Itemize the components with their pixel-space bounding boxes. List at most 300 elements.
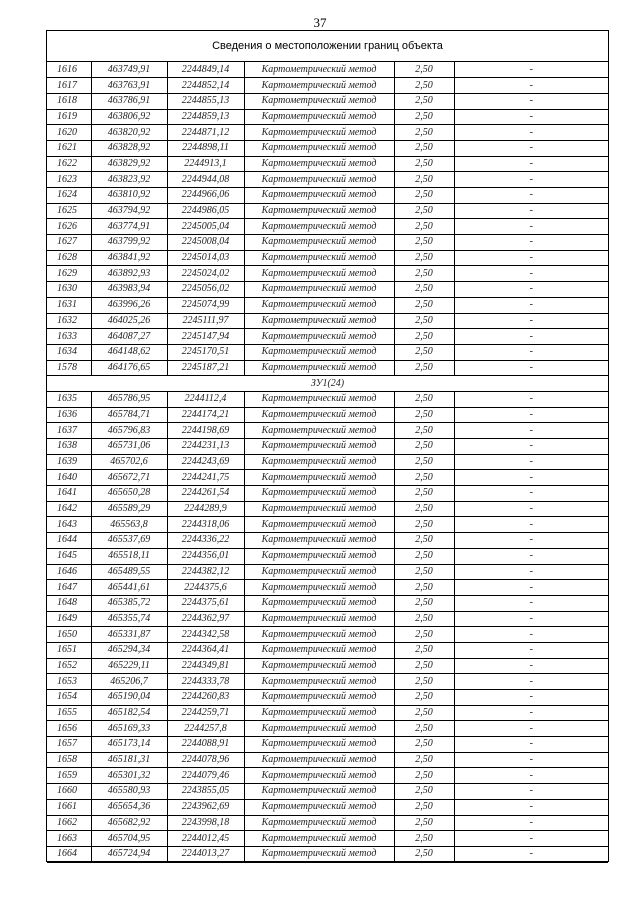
method-cell: Картометрический метод (244, 93, 394, 109)
description-cell: - (454, 313, 608, 329)
description-cell: - (454, 658, 608, 674)
x-coordinate-cell: 463786,91 (91, 93, 167, 109)
table-row (47, 235, 608, 251)
method-cell: Картометрический метод (244, 705, 394, 721)
table-row (47, 674, 608, 690)
method-cell: Картометрический метод (244, 391, 394, 407)
table-row (47, 611, 608, 627)
point-number-cell: 1643 (47, 517, 91, 533)
x-coordinate-cell: 463841,92 (91, 250, 167, 266)
point-number-cell: 1663 (47, 831, 91, 847)
table-row (47, 156, 608, 172)
x-coordinate-cell: 463983,94 (91, 282, 167, 298)
method-cell: Картометрический метод (244, 564, 394, 580)
accuracy-cell: 2,50 (394, 548, 454, 564)
point-number-cell: 1637 (47, 423, 91, 439)
method-cell: Картометрический метод (244, 470, 394, 486)
point-number-cell: 1617 (47, 78, 91, 94)
table-row (47, 93, 608, 109)
x-coordinate-cell: 463820,92 (91, 125, 167, 141)
y-coordinate-cell: 2245024,02 (167, 266, 244, 282)
table-row (47, 846, 608, 862)
point-number-cell: 1628 (47, 250, 91, 266)
method-cell: Картометрический метод (244, 595, 394, 611)
accuracy-cell: 2,50 (394, 156, 454, 172)
y-coordinate-cell: 2245014,03 (167, 250, 244, 266)
method-cell: Картометрический метод (244, 282, 394, 298)
x-coordinate-cell: 465173,14 (91, 737, 167, 753)
description-cell: - (454, 533, 608, 549)
description-cell: - (454, 454, 608, 470)
y-coordinate-cell: 2244342,58 (167, 627, 244, 643)
x-coordinate-cell: 465702,6 (91, 454, 167, 470)
accuracy-cell: 2,50 (394, 266, 454, 282)
x-coordinate-cell: 465294,34 (91, 642, 167, 658)
method-cell: Картометрический метод (244, 611, 394, 627)
table-row (47, 140, 608, 156)
method-cell: Картометрический метод (244, 219, 394, 235)
point-number-cell: 1623 (47, 172, 91, 188)
method-cell: Картометрический метод (244, 642, 394, 658)
y-coordinate-cell: 2244333,78 (167, 674, 244, 690)
y-coordinate-cell: 2244260,83 (167, 690, 244, 706)
description-cell: - (454, 564, 608, 580)
method-cell: Картометрический метод (244, 752, 394, 768)
point-number-cell: 1619 (47, 109, 91, 125)
table-row (47, 344, 608, 360)
description-cell: - (454, 815, 608, 831)
method-cell: Картометрический метод (244, 799, 394, 815)
accuracy-cell: 2,50 (394, 360, 454, 376)
x-coordinate-cell: 465301,32 (91, 768, 167, 784)
description-cell: - (454, 846, 608, 862)
x-coordinate-cell: 465654,36 (91, 799, 167, 815)
method-cell: Картометрический метод (244, 313, 394, 329)
y-coordinate-cell: 2245005,04 (167, 219, 244, 235)
method-cell: Картометрический метод (244, 846, 394, 862)
point-number-cell: 1616 (47, 62, 91, 78)
y-coordinate-cell: 2244261,54 (167, 486, 244, 502)
description-cell: - (454, 219, 608, 235)
description-cell: - (454, 344, 608, 360)
point-number-cell: 1641 (47, 486, 91, 502)
accuracy-cell: 2,50 (394, 674, 454, 690)
accuracy-cell: 2,50 (394, 580, 454, 596)
description-cell: - (454, 611, 608, 627)
y-coordinate-cell: 2244986,05 (167, 203, 244, 219)
y-coordinate-cell: 2244013,27 (167, 846, 244, 862)
point-number-cell: 1661 (47, 799, 91, 815)
accuracy-cell: 2,50 (394, 62, 454, 78)
y-coordinate-cell: 2243855,05 (167, 784, 244, 800)
y-coordinate-cell: 2244852,14 (167, 78, 244, 94)
y-coordinate-cell: 2244078,96 (167, 752, 244, 768)
accuracy-cell: 2,50 (394, 344, 454, 360)
point-number-cell: 1654 (47, 690, 91, 706)
point-number-cell: 1640 (47, 470, 91, 486)
coordinates-table-frame (46, 30, 609, 862)
method-cell: Картометрический метод (244, 125, 394, 141)
accuracy-cell: 2,50 (394, 690, 454, 706)
description-cell: - (454, 140, 608, 156)
accuracy-cell: 2,50 (394, 250, 454, 266)
y-coordinate-cell: 2244966,06 (167, 188, 244, 204)
y-coordinate-cell: 2244079,46 (167, 768, 244, 784)
table-row (47, 203, 608, 219)
point-number-cell: 1664 (47, 846, 91, 862)
point-number-cell: 1644 (47, 533, 91, 549)
method-cell: Картометрический метод (244, 203, 394, 219)
method-cell: Картометрический метод (244, 235, 394, 251)
y-coordinate-cell: 2244898,11 (167, 140, 244, 156)
method-cell: Картометрический метод (244, 344, 394, 360)
point-number-cell: 1627 (47, 235, 91, 251)
table-row (47, 737, 608, 753)
table-row (47, 799, 608, 815)
description-cell: - (454, 705, 608, 721)
description-cell: - (454, 109, 608, 125)
point-number-cell: 1649 (47, 611, 91, 627)
table-row (47, 423, 608, 439)
point-number-cell: 1651 (47, 642, 91, 658)
x-coordinate-cell: 465489,55 (91, 564, 167, 580)
y-coordinate-cell: 2245008,04 (167, 235, 244, 251)
accuracy-cell: 2,50 (394, 501, 454, 517)
accuracy-cell: 2,50 (394, 93, 454, 109)
x-coordinate-cell: 465589,29 (91, 501, 167, 517)
description-cell: - (454, 486, 608, 502)
point-number-cell: 1618 (47, 93, 91, 109)
description-cell: - (454, 721, 608, 737)
method-cell: Картометрический метод (244, 329, 394, 345)
x-coordinate-cell: 465704,95 (91, 831, 167, 847)
table-row (47, 407, 608, 423)
method-cell: Картометрический метод (244, 768, 394, 784)
point-number-cell: 1652 (47, 658, 91, 674)
x-coordinate-cell: 463774,91 (91, 219, 167, 235)
x-coordinate-cell: 463823,92 (91, 172, 167, 188)
y-coordinate-cell: 2244356,01 (167, 548, 244, 564)
method-cell: Картометрический метод (244, 140, 394, 156)
y-coordinate-cell: 2245170,51 (167, 344, 244, 360)
method-cell: Картометрический метод (244, 62, 394, 78)
description-cell: - (454, 831, 608, 847)
x-coordinate-cell: 465672,71 (91, 470, 167, 486)
accuracy-cell: 2,50 (394, 799, 454, 815)
point-number-cell: 1655 (47, 705, 91, 721)
point-number-cell: 1624 (47, 188, 91, 204)
accuracy-cell: 2,50 (394, 658, 454, 674)
x-coordinate-cell: 465181,31 (91, 752, 167, 768)
method-cell: Картометрический метод (244, 517, 394, 533)
accuracy-cell: 2,50 (394, 564, 454, 580)
method-cell: Картометрический метод (244, 423, 394, 439)
y-coordinate-cell: 2244257,8 (167, 721, 244, 737)
x-coordinate-cell: 463892,93 (91, 266, 167, 282)
accuracy-cell: 2,50 (394, 486, 454, 502)
table-row (47, 109, 608, 125)
description-cell: - (454, 297, 608, 313)
method-cell: Картометрический метод (244, 266, 394, 282)
y-coordinate-cell: 2244231,13 (167, 439, 244, 455)
method-cell: Картометрический метод (244, 737, 394, 753)
point-number-cell: 1625 (47, 203, 91, 219)
method-cell: Картометрический метод (244, 250, 394, 266)
accuracy-cell: 2,50 (394, 125, 454, 141)
x-coordinate-cell: 465580,93 (91, 784, 167, 800)
y-coordinate-cell: 2243962,69 (167, 799, 244, 815)
description-cell: - (454, 784, 608, 800)
accuracy-cell: 2,50 (394, 297, 454, 313)
x-coordinate-cell: 465650,28 (91, 486, 167, 502)
accuracy-cell: 2,50 (394, 627, 454, 643)
y-coordinate-cell: 2244362,97 (167, 611, 244, 627)
accuracy-cell: 2,50 (394, 407, 454, 423)
accuracy-cell: 2,50 (394, 611, 454, 627)
table-row (47, 125, 608, 141)
accuracy-cell: 2,50 (394, 423, 454, 439)
x-coordinate-cell: 465169,33 (91, 721, 167, 737)
method-cell: Картометрический метод (244, 533, 394, 549)
table-row (47, 313, 608, 329)
y-coordinate-cell: 2244382,12 (167, 564, 244, 580)
method-cell: Картометрический метод (244, 486, 394, 502)
description-cell: - (454, 768, 608, 784)
accuracy-cell: 2,50 (394, 721, 454, 737)
y-coordinate-cell: 2244944,08 (167, 172, 244, 188)
y-coordinate-cell: 2245074,99 (167, 297, 244, 313)
table-row (47, 297, 608, 313)
x-coordinate-cell: 465731,06 (91, 439, 167, 455)
x-coordinate-cell: 465229,11 (91, 658, 167, 674)
accuracy-cell: 2,50 (394, 282, 454, 298)
accuracy-cell: 2,50 (394, 784, 454, 800)
x-coordinate-cell: 465537,69 (91, 533, 167, 549)
description-cell: - (454, 93, 608, 109)
method-cell: Картометрический метод (244, 690, 394, 706)
accuracy-cell: 2,50 (394, 188, 454, 204)
x-coordinate-cell: 465563,8 (91, 517, 167, 533)
table-row (47, 470, 608, 486)
x-coordinate-cell: 465331,87 (91, 627, 167, 643)
method-cell: Картометрический метод (244, 658, 394, 674)
point-number-cell: 1638 (47, 439, 91, 455)
table-row (47, 188, 608, 204)
description-cell: - (454, 156, 608, 172)
table-row (47, 690, 608, 706)
method-cell: Картометрический метод (244, 784, 394, 800)
point-number-cell: 1658 (47, 752, 91, 768)
description-cell: - (454, 172, 608, 188)
point-number-cell: 1632 (47, 313, 91, 329)
description-cell: - (454, 407, 608, 423)
table-row (47, 391, 608, 407)
table-row (47, 501, 608, 517)
section-row (47, 376, 608, 392)
point-number-cell: 1620 (47, 125, 91, 141)
accuracy-cell: 2,50 (394, 172, 454, 188)
accuracy-cell: 2,50 (394, 846, 454, 862)
y-coordinate-cell: 2244855,13 (167, 93, 244, 109)
x-coordinate-cell: 463829,92 (91, 156, 167, 172)
x-coordinate-cell: 465786,95 (91, 391, 167, 407)
description-cell: - (454, 391, 608, 407)
description-cell: - (454, 580, 608, 596)
point-number-cell: 1631 (47, 297, 91, 313)
y-coordinate-cell: 2244871,12 (167, 125, 244, 141)
method-cell: Картометрический метод (244, 407, 394, 423)
accuracy-cell: 2,50 (394, 737, 454, 753)
description-cell: - (454, 690, 608, 706)
description-cell: - (454, 235, 608, 251)
accuracy-cell: 2,50 (394, 454, 454, 470)
description-cell: - (454, 799, 608, 815)
y-coordinate-cell: 2244198,69 (167, 423, 244, 439)
accuracy-cell: 2,50 (394, 595, 454, 611)
table-row (47, 768, 608, 784)
table-row (47, 627, 608, 643)
method-cell: Картометрический метод (244, 501, 394, 517)
x-coordinate-cell: 464087,27 (91, 329, 167, 345)
table-row (47, 533, 608, 549)
accuracy-cell: 2,50 (394, 831, 454, 847)
method-cell: Картометрический метод (244, 831, 394, 847)
description-cell: - (454, 62, 608, 78)
y-coordinate-cell: 2244913,1 (167, 156, 244, 172)
description-cell: - (454, 752, 608, 768)
table-row (47, 486, 608, 502)
description-cell: - (454, 737, 608, 753)
method-cell: Картометрический метод (244, 109, 394, 125)
page-number: 37 (313, 15, 327, 30)
y-coordinate-cell: 2244241,75 (167, 470, 244, 486)
x-coordinate-cell: 464176,65 (91, 360, 167, 376)
description-cell: - (454, 439, 608, 455)
y-coordinate-cell: 2244088,91 (167, 737, 244, 753)
table-row (47, 831, 608, 847)
point-number-cell: 1656 (47, 721, 91, 737)
table-row (47, 580, 608, 596)
description-cell: - (454, 470, 608, 486)
x-coordinate-cell: 465518,11 (91, 548, 167, 564)
table-row (47, 360, 608, 376)
table-row (47, 454, 608, 470)
point-number-cell: 1660 (47, 784, 91, 800)
table-row (47, 564, 608, 580)
x-coordinate-cell: 465682,92 (91, 815, 167, 831)
accuracy-cell: 2,50 (394, 533, 454, 549)
description-cell: - (454, 517, 608, 533)
y-coordinate-cell: 2244375,61 (167, 595, 244, 611)
table-row (47, 548, 608, 564)
x-coordinate-cell: 465784,71 (91, 407, 167, 423)
accuracy-cell: 2,50 (394, 329, 454, 345)
point-number-cell: 1635 (47, 391, 91, 407)
accuracy-cell: 2,50 (394, 470, 454, 486)
table-row (47, 172, 608, 188)
table-row (47, 658, 608, 674)
x-coordinate-cell: 463799,92 (91, 235, 167, 251)
y-coordinate-cell: 2245147,94 (167, 329, 244, 345)
description-cell: - (454, 250, 608, 266)
accuracy-cell: 2,50 (394, 439, 454, 455)
table-row (47, 784, 608, 800)
description-cell: - (454, 595, 608, 611)
x-coordinate-cell: 463806,92 (91, 109, 167, 125)
table-row (47, 721, 608, 737)
accuracy-cell: 2,50 (394, 219, 454, 235)
method-cell: Картометрический метод (244, 297, 394, 313)
x-coordinate-cell: 463749,91 (91, 62, 167, 78)
table-row (47, 282, 608, 298)
method-cell: Картометрический метод (244, 78, 394, 94)
y-coordinate-cell: 2244243,69 (167, 454, 244, 470)
description-cell: - (454, 125, 608, 141)
accuracy-cell: 2,50 (394, 78, 454, 94)
y-coordinate-cell: 2244112,4 (167, 391, 244, 407)
point-number-cell: 1634 (47, 344, 91, 360)
x-coordinate-cell: 465182,54 (91, 705, 167, 721)
point-number-cell: 1633 (47, 329, 91, 345)
y-coordinate-cell: 2244364,41 (167, 642, 244, 658)
table-row (47, 329, 608, 345)
table-row (47, 439, 608, 455)
y-coordinate-cell: 2243998,18 (167, 815, 244, 831)
table-row (47, 219, 608, 235)
method-cell: Картометрический метод (244, 627, 394, 643)
description-cell: - (454, 282, 608, 298)
y-coordinate-cell: 2245111,97 (167, 313, 244, 329)
x-coordinate-cell: 463810,92 (91, 188, 167, 204)
x-coordinate-cell: 463794,92 (91, 203, 167, 219)
accuracy-cell: 2,50 (394, 109, 454, 125)
point-number-cell: 1629 (47, 266, 91, 282)
point-number-cell: 1653 (47, 674, 91, 690)
accuracy-cell: 2,50 (394, 140, 454, 156)
point-number-cell: 1639 (47, 454, 91, 470)
point-number-cell: 1657 (47, 737, 91, 753)
description-cell: - (454, 642, 608, 658)
x-coordinate-cell: 465796,83 (91, 423, 167, 439)
description-cell: - (454, 360, 608, 376)
method-cell: Картометрический метод (244, 156, 394, 172)
method-cell: Картометрический метод (244, 548, 394, 564)
table-row (47, 517, 608, 533)
point-number-cell: 1642 (47, 501, 91, 517)
description-cell: - (454, 627, 608, 643)
table-header: Сведения о местоположении границ объекта (47, 31, 608, 62)
accuracy-cell: 2,50 (394, 752, 454, 768)
method-cell: Картометрический метод (244, 580, 394, 596)
y-coordinate-cell: 2244349,81 (167, 658, 244, 674)
y-coordinate-cell: 2244174,21 (167, 407, 244, 423)
y-coordinate-cell: 2244012,45 (167, 831, 244, 847)
x-coordinate-cell: 465190,04 (91, 690, 167, 706)
point-number-cell: 1626 (47, 219, 91, 235)
description-cell: - (454, 548, 608, 564)
accuracy-cell: 2,50 (394, 517, 454, 533)
description-cell: - (454, 266, 608, 282)
table-row (47, 266, 608, 282)
x-coordinate-cell: 463996,26 (91, 297, 167, 313)
point-number-cell: 1622 (47, 156, 91, 172)
description-cell: - (454, 78, 608, 94)
y-coordinate-cell: 2244336,22 (167, 533, 244, 549)
accuracy-cell: 2,50 (394, 768, 454, 784)
method-cell: Картометрический метод (244, 815, 394, 831)
x-coordinate-cell: 463828,92 (91, 140, 167, 156)
accuracy-cell: 2,50 (394, 235, 454, 251)
